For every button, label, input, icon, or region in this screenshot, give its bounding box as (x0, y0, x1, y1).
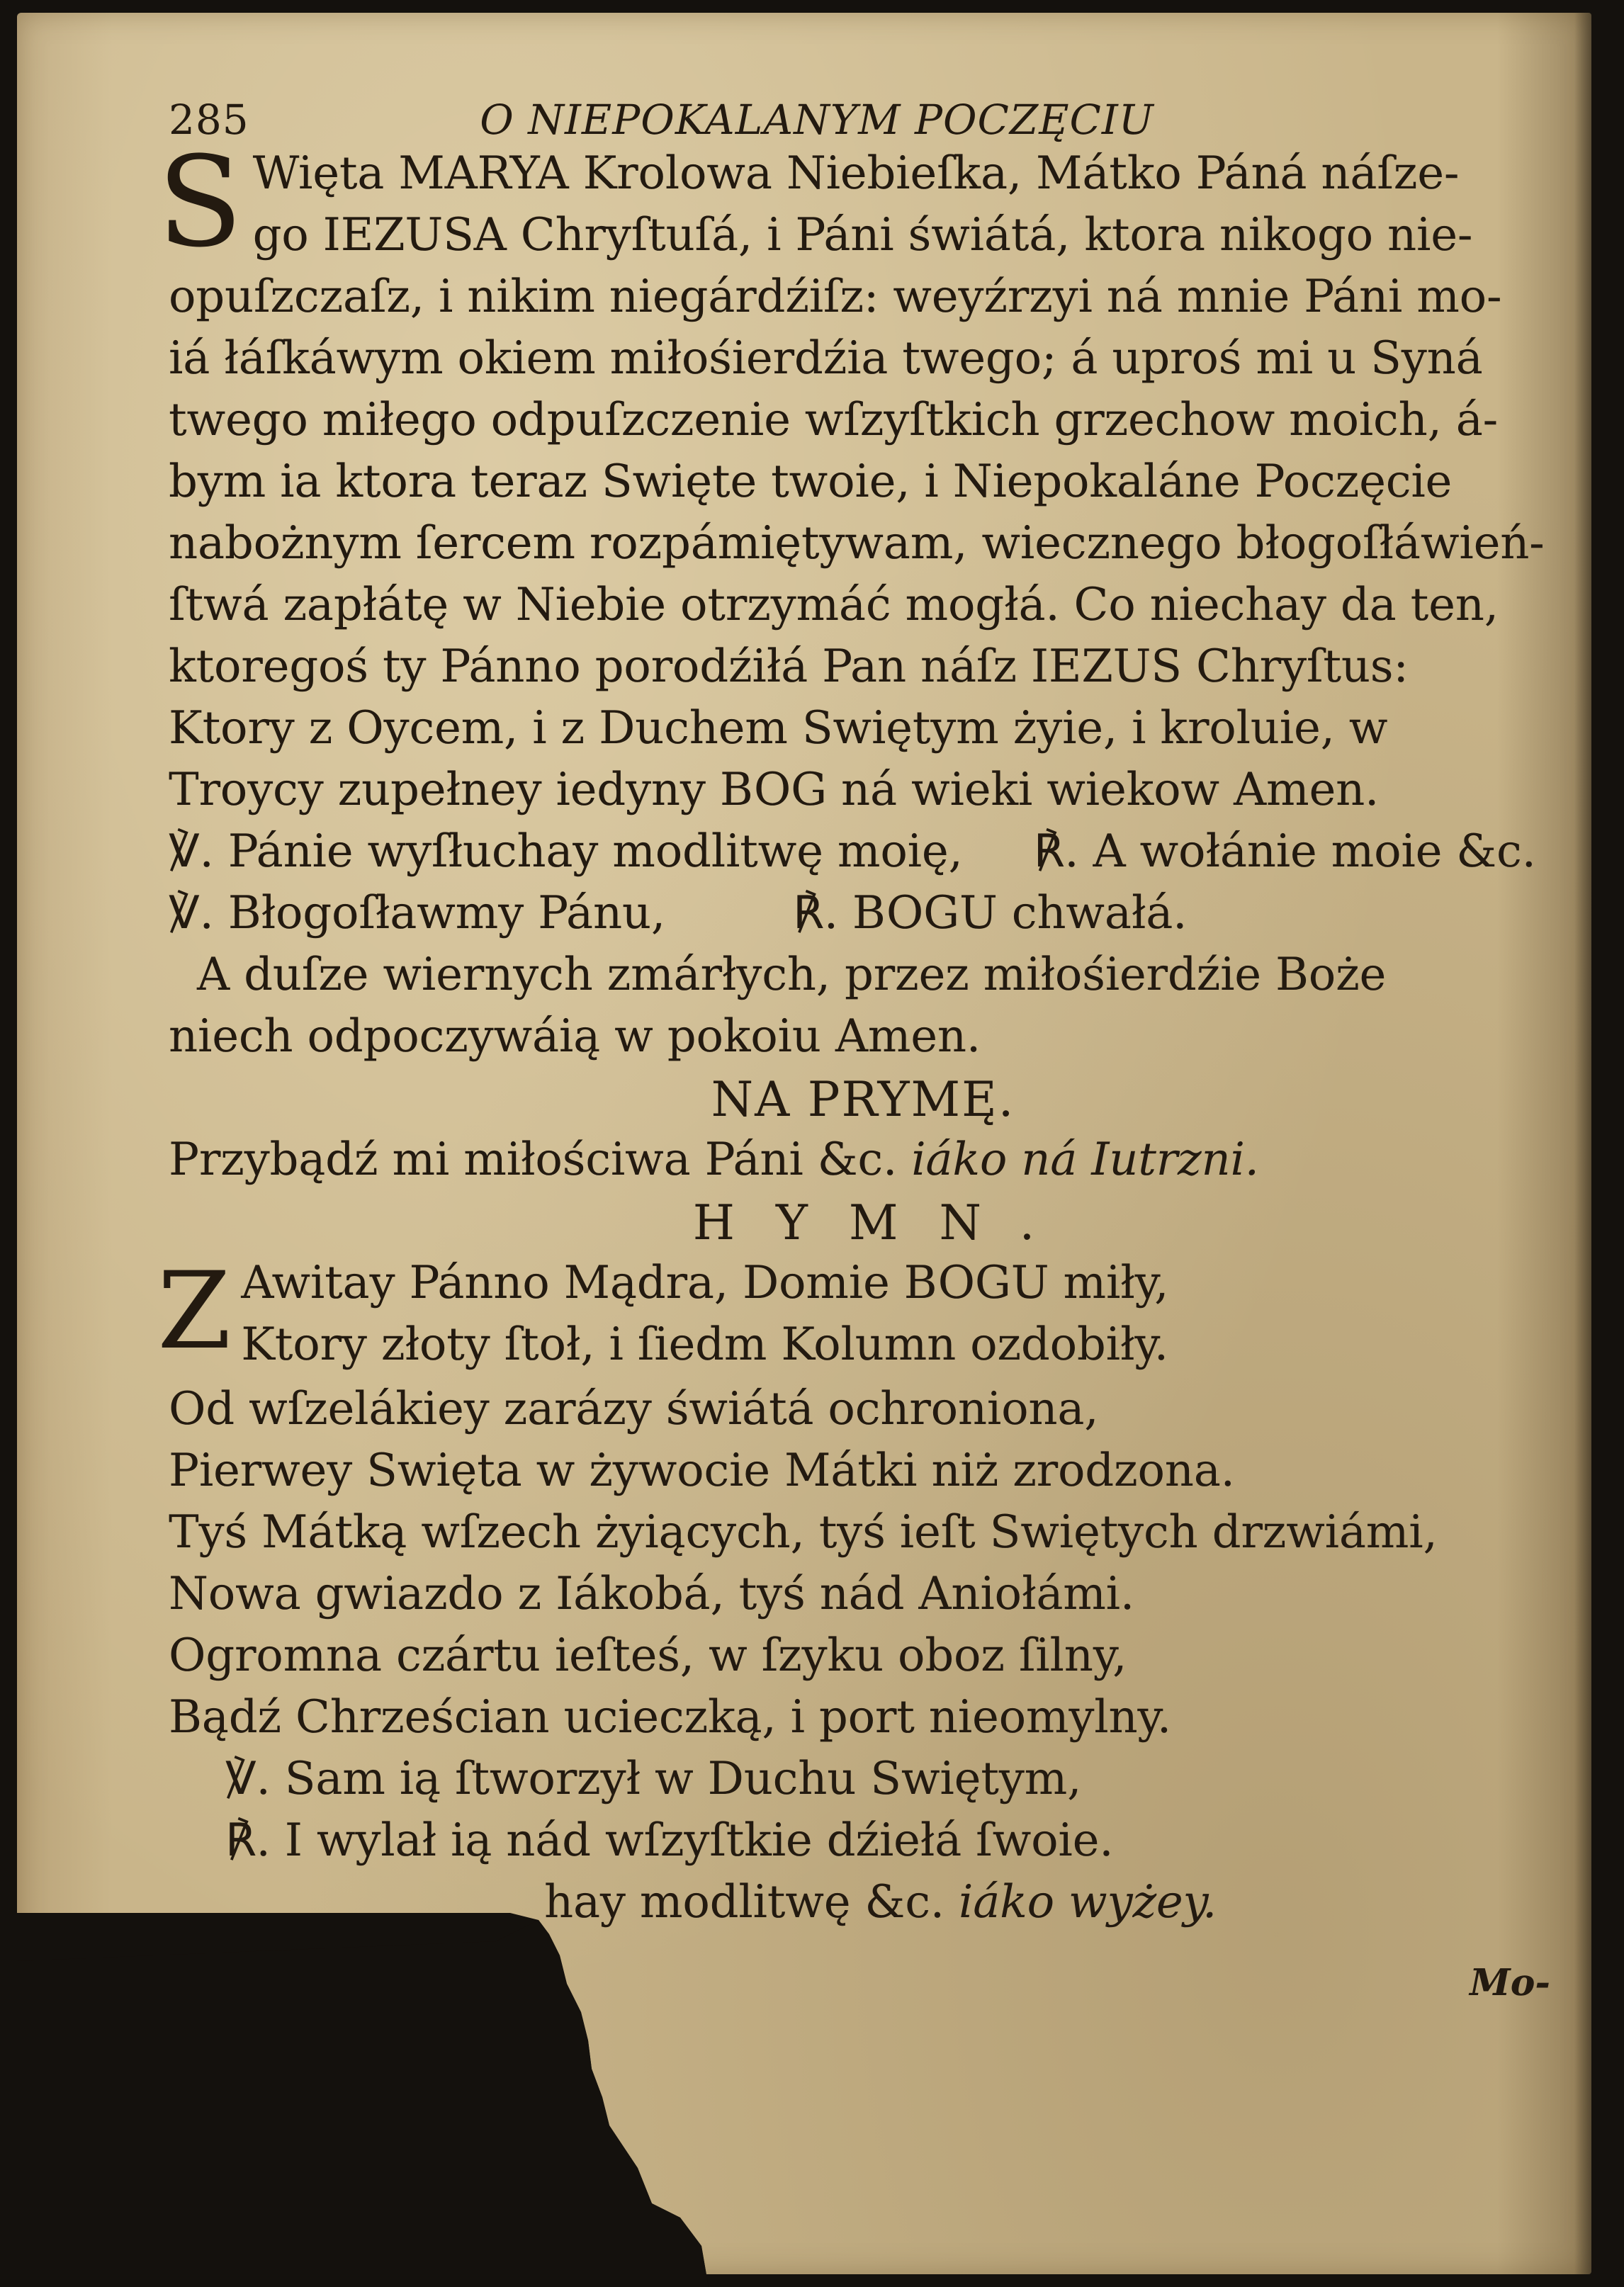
prayer-line: ktoregoś ty Pánno porodźiłá Pan náſz IEZUS Chryſtus: (169, 640, 1409, 693)
hymn-drop-cap: Z (157, 1250, 232, 1373)
hymn-line: Od wſzelákiey zarázy świátá ochroniona, (169, 1383, 1099, 1435)
versicle-text: Pánie wyſłuchay modlitwę moię, (227, 825, 963, 878)
versicle-line (169, 885, 1557, 947)
last-line-text: hay modlitwę &c. (544, 1876, 944, 1929)
prayer-line: iá łáſkáwym okiem miłośierdźia twego; á uproś mi u Syná (169, 332, 1483, 385)
response-mark: ℟. (793, 887, 838, 939)
prayer-line: Więta MARYA Krolowa Niebieſka, Mátko Páná náſze- (252, 147, 1460, 200)
versicle-line (169, 823, 1557, 885)
prayer-line: ſtwá zapłátę w Niebie otrzymáć mogłá. Co niechay da ten, (169, 579, 1499, 631)
hymn-line: Bądź Chrześcian ucieczką, i port nieomylny. (169, 1691, 1171, 1744)
last-line-italic: iáko wyżey. (958, 1876, 1217, 1929)
versicle-mark: ℣. (169, 887, 214, 939)
versicle-mark: ℣. (225, 1753, 271, 1805)
drop-cap-initial: S (157, 130, 243, 275)
prima-incipit (169, 1131, 1557, 1193)
versicle-mark: ℣. (169, 825, 214, 878)
prayer-line: opuſzczaſz, i nikim niegárdźiſz: weyźrzyi ná mnie Páni mo- (169, 271, 1502, 323)
closing-last-line (169, 1874, 1557, 1936)
response-text: I wylał ią nád wſzyſtkie dźiełá ſwoie. (284, 1814, 1114, 1867)
closing-versicle (169, 1751, 1557, 1812)
closing-response (169, 1812, 1557, 1874)
hymn-heading: HYMN. (692, 1195, 1076, 1251)
prayer-line: bym ia ktora teraz Swięte twoie, i Niepokaláne Poczęcie (169, 456, 1453, 508)
hymn-line: Ogromna czártu ieſteś, w ſzyku oboz ſilny, (169, 1630, 1127, 1682)
hymn-line: Ktory złoty ſtoł, i ſiedm Kolumn ozdobiły. (241, 1318, 1168, 1371)
versicle-text: Sam ią ſtworzył w Duchu Swiętym, (284, 1753, 1082, 1805)
page-text (157, 67, 1557, 2006)
prayer-line: Ktory z Oycem, i z Duchem Swiętym żyie, i kroluie, w (169, 702, 1388, 755)
prayer-line: twego miłego odpuſzczenie wſzyſtkich grzechow moich, á- (169, 394, 1499, 446)
hymn-block (157, 1250, 1557, 1751)
incipit-text: Przybądź mi miłościwa Páni &c. (169, 1134, 898, 1186)
hymn-line: Pierwey Swięta w żywocie Mátki niż zrodzona. (169, 1445, 1235, 1497)
page-edge-shadow (1574, 0, 1624, 2287)
dusze-line: A duſze wiernych zmárłych, przez miłośierdźie Boże (197, 949, 1387, 1001)
response-mark: ℟. (225, 1814, 271, 1867)
prayer-line: Troycy zupełney iedyny BOG ná wieki wiekow Amen. (169, 764, 1380, 816)
prayer-line: go IEZUSA Chryſtuſá, i Páni świátá, ktora nikogo nie- (252, 209, 1473, 261)
response-mark: ℟. (1033, 825, 1079, 878)
catchword: Mo- (1470, 1961, 1550, 2004)
prayer-block (157, 130, 1557, 823)
hymn-line: Awitay Pánno Mądra, Domie BOGU miły, (241, 1257, 1169, 1309)
running-title: O NIEPOKALANYM POCZĘCIU (480, 95, 1154, 144)
hymn-line: Tyś Mátką wſzech żyiących, tyś ieſt Swiętych drzwiámi, (169, 1506, 1438, 1559)
dusze-line: niech odpoczywáią w pokoiu Amen. (169, 1010, 981, 1063)
page-number: 285 (169, 95, 249, 144)
response-text: BOGU chwałá. (852, 887, 1188, 939)
page-header (169, 67, 1557, 145)
prayer-line: nabożnym ſercem rozpámiętywam, wiecznego błogoſłáwień- (169, 517, 1545, 570)
section-heading-prima: NA PRYMĘ. (711, 1072, 1015, 1128)
versicle-text: Błogoſławmy Pánu, (227, 887, 665, 939)
response-text: A wołánie moie &c. (1093, 825, 1536, 878)
hymn-line: Nowa gwiazdo z Iákobá, tyś nád Aniołámi. (169, 1568, 1134, 1620)
incipit-italic: iáko ná Iutrzni. (911, 1134, 1259, 1186)
